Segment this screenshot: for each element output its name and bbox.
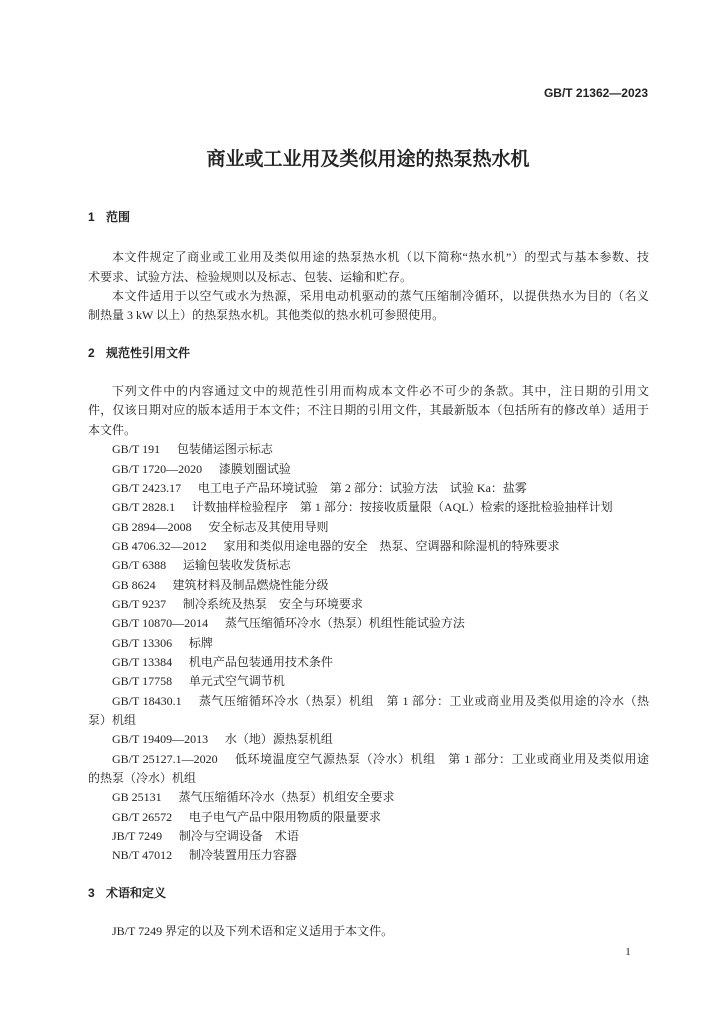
paragraph-line: 本文件规定了商业或工业用及类似用途的热泵热水机（以下简称“热水机”）的型式与基本参数、技 [112, 250, 649, 265]
reference-item [88, 556, 649, 575]
reference-item [88, 730, 649, 749]
reference-code: GB 25131 [112, 790, 162, 805]
reference-title: 家用和类似用途电器的安全 热泵、空调器和除湿机的特殊要求 [223, 538, 560, 553]
section-title: 范围 [106, 210, 131, 225]
reference-title: 包装储运图示标志 [176, 442, 273, 457]
reference-item [88, 518, 649, 537]
reference-code: GB/T 13306 [112, 635, 173, 650]
reference-code: GB 8624 [112, 577, 156, 592]
page-number: 1 [625, 946, 631, 958]
reference-code: GB/T 26572 [112, 809, 173, 824]
reference-item [88, 788, 649, 807]
paragraph-line: 本文件。 [88, 422, 137, 437]
paragraph [88, 382, 649, 440]
reference-item [88, 634, 649, 653]
section-number: 2 [88, 346, 95, 361]
reference-title: 建筑材料及制品燃烧性能分级 [172, 577, 329, 592]
reference-line [88, 750, 649, 769]
section-title: 术语和定义 [106, 886, 167, 901]
reference-code: GB/T 2828.1 [112, 500, 176, 515]
reference-code: GB 2894—2008 [112, 519, 192, 534]
reference-line: 的热泵（冷水）机组 [88, 771, 197, 786]
paragraph [88, 248, 649, 287]
reference-code: GB/T 18430.1 [112, 693, 182, 708]
reference-code: GB/T 2423.17 [112, 480, 182, 495]
reference-title: 制冷装置用压力容器 [188, 848, 297, 863]
reference-item [88, 537, 649, 556]
reference-title: 蒸气压缩循环冷水（热泵）机组 第 1 部分：工业或商业用及类似用途的冷水（热 [198, 693, 649, 708]
reference-item [88, 827, 649, 846]
reference-code: GB/T 13384 [112, 654, 173, 669]
section-number: 1 [88, 210, 95, 225]
paragraph-line: JB/T 7249 界定的以及下列术语和定义适用于本文件。 [112, 924, 394, 939]
paragraph-line: 术要求、试验方法、检验规则以及标志、包装、运输和贮存。 [88, 269, 413, 284]
reference-item [88, 460, 649, 479]
document-title: 商业或工业用及类似用途的热泵热水机 [206, 149, 530, 170]
reference-title: 机电产品包装通用技术条件 [188, 654, 333, 669]
reference-item [88, 750, 649, 789]
reference-item [88, 440, 649, 459]
reference-title: 低环境温度空气源热泵（冷水）机组 第 1 部分：工业或商业用及类似用途 [234, 751, 649, 766]
reference-title: 水（地）源热泵机组 [224, 732, 333, 747]
section-heading [88, 208, 649, 227]
standard-number: GB/T 21362—2023 [543, 86, 648, 100]
reference-code: GB/T 191 [112, 442, 161, 457]
reference-title: 标牌 [188, 635, 213, 650]
reference-title: 计数抽样检验程序 第 1 部分：按接收质量限（AQL）检索的逐批检验抽样计划 [191, 500, 613, 515]
reference-item [88, 595, 649, 614]
reference-code: GB 4706.32—2012 [112, 538, 207, 553]
reference-code: NB/T 47012 [112, 848, 173, 863]
reference-title: 安全标志及其使用导则 [208, 519, 329, 534]
reference-item [88, 692, 649, 731]
reference-item [88, 672, 649, 691]
reference-item [88, 576, 649, 595]
reference-code: GB/T 1720—2020 [112, 461, 203, 476]
reference-title: 单元式空气调节机 [188, 674, 285, 689]
section-terms-and-definitions [88, 884, 649, 941]
reference-list [88, 440, 649, 866]
paragraph-line: 下列文件中的内容通过文中的规范性引用而构成本文件必不可少的条款。其中，注日期的引用文 [112, 384, 649, 399]
reference-title: 蒸气压缩循环冷水（热泵）机组安全要求 [178, 790, 395, 805]
reference-code: GB/T 10870—2014 [112, 616, 209, 631]
reference-code: GB/T 6388 [112, 558, 167, 573]
reference-title: 制冷系统及热泵 安全与环境要求 [182, 596, 363, 611]
paragraph-line: 制热量 3 kW 以上）的热泵热水机。其他类似的热水机可参照使用。 [88, 308, 445, 323]
reference-code: GB/T 19409—2013 [112, 732, 209, 747]
reference-item [88, 498, 649, 517]
paragraph-line: 件，仅该日期对应的版本适用于本文件；不注日期的引用文件，其最新版本（包括所有的修改单）适用于 [88, 403, 649, 418]
reference-title: 运输包装收发货标志 [182, 558, 291, 573]
reference-line: 泵）机组 [88, 712, 137, 727]
reference-code: GB/T 9237 [112, 596, 167, 611]
section-title: 规范性引用文件 [106, 346, 191, 361]
reference-title: 制冷与空调设备 术语 [178, 829, 299, 844]
reference-title: 电子电气产品中限用物质的限量要求 [188, 809, 381, 824]
paragraph [88, 922, 649, 941]
section-number: 3 [88, 886, 95, 901]
section-heading [88, 344, 649, 363]
reference-code: JB/T 7249 [112, 829, 163, 844]
section-scope [88, 208, 649, 325]
reference-code: GB/T 25127.1—2020 [112, 751, 218, 766]
reference-title: 电工电子产品环境试验 第 2 部分：试验方法 试验 Ka：盐雾 [197, 480, 527, 495]
reference-item [88, 653, 649, 672]
document-body [88, 208, 649, 941]
section-heading [88, 884, 649, 903]
paragraph-line: 本文件适用于以空气或水为热源，采用电动机驱动的蒸气压缩制冷循环，以提供热水为目的（名义 [112, 288, 649, 303]
reference-item [88, 614, 649, 633]
reference-code: GB/T 17758 [112, 674, 173, 689]
reference-item [88, 808, 649, 827]
reference-title: 蒸气压缩循环冷水（热泵）机组性能试验方法 [224, 616, 465, 631]
reference-line [88, 692, 649, 711]
reference-item [88, 846, 649, 865]
reference-title: 漆膜划圈试验 [218, 461, 291, 476]
reference-item [88, 479, 649, 498]
section-normative-references [88, 344, 649, 866]
paragraph [88, 287, 649, 326]
